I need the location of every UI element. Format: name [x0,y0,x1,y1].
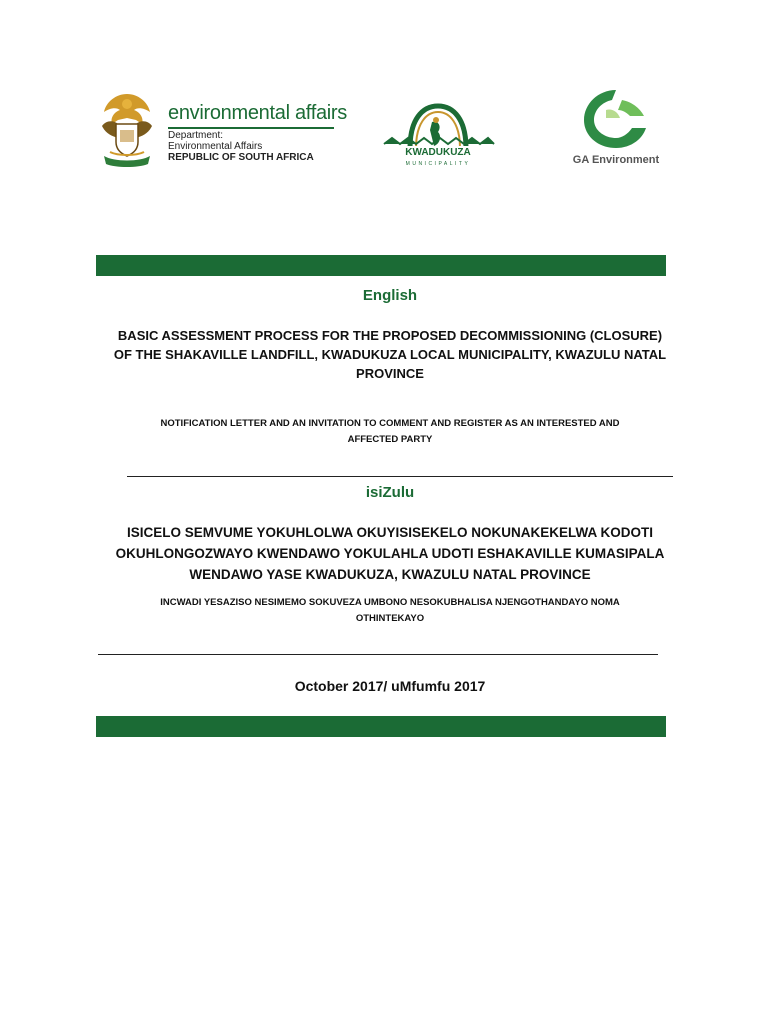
english-subtitle [90,416,690,448]
zulu-subtitle-line-2: OTHINTEKAYO [355,613,425,624]
ga-swirl-icon [566,86,666,152]
english-subtitle-line-2: AFFECTED PARTY [347,434,433,445]
zulu-title-line-1: ISICELO SEMVUME YOKUHLOLWA OKUYISISEKELO NOKUNAKEKELWA KODOTI [126,525,654,540]
dea-line-2: Environmental Affairs [168,141,263,152]
english-subtitle-line-1: NOTIFICATION LETTER AND AN INVITATION TO COMMENT AND REGISTER AS AN INTERESTED AND [160,418,620,429]
document-date: October 2017/ uMfumfu 2017 [294,678,486,694]
english-title-line-1: BASIC ASSESSMENT PROCESS FOR THE PROPOSED DECOMMISSIONING (CLOSURE) [117,328,663,343]
kwadukuza-municipality-logo [380,100,496,168]
dea-rule [168,127,334,129]
zulu-label: isiZulu [365,484,415,501]
kwadukuza-text: KWADUKUZA [405,147,471,158]
ga-environment-logo [566,86,666,170]
zulu-title-line-2: OKUHLONGOZWAYO KWENDAWO YOKULAHLA UDOTI ESHAKAVILLE KUMASIPALA [115,546,665,561]
zulu-subtitle-line-1: INCWADI YESAZISO NESIMEMO SOKUVEZA UMBONO NESOKUBHALISA NJENGOTHANDAYO NOMA [160,597,620,608]
kwadukuza-sub-text: MUNICIPALITY [405,161,471,167]
divider-1 [127,476,673,477]
english-label: English [362,287,418,304]
zulu-title [90,522,690,585]
dea-subtitle [168,130,314,163]
divider-2 [98,654,658,655]
dea-title: environmental affairs [168,102,347,124]
zulu-title-line-3: WENDAWO YASE KWADUKUZA, KWAZULU NATAL PROVINCE [189,567,591,582]
dea-line-1: Department: [168,130,224,141]
coat-of-arms-icon [96,90,158,168]
english-title-line-2: OF THE SHAKAVILLE LANDFILL, KWADUKUZA LOCAL MUNICIPALITY, KWAZULU NATAL [113,347,667,362]
bottom-green-bar [96,716,666,737]
zulu-subtitle [90,595,690,627]
dea-logo [96,90,347,170]
ga-environment-text: GA Environment [572,154,660,166]
english-title [90,326,690,383]
dea-line-3: REPUBLIC OF SOUTH AFRICA [168,152,314,163]
top-green-bar [96,255,666,276]
english-title-line-3: PROVINCE [356,366,424,381]
